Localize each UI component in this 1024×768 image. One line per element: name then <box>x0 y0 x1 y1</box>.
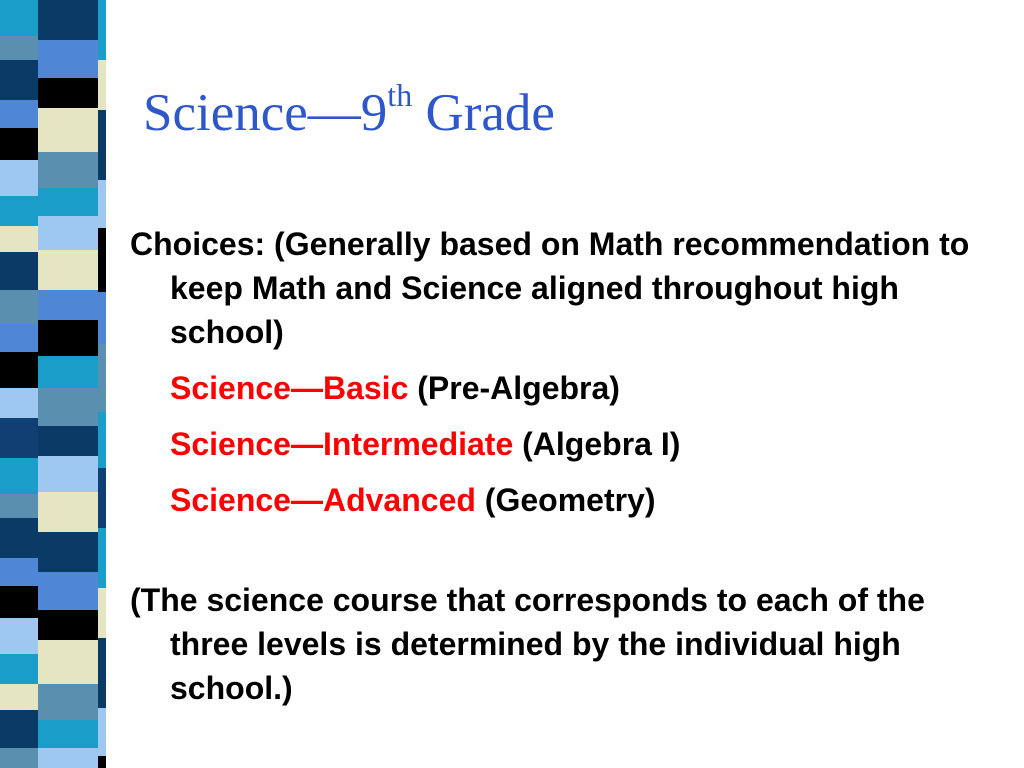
stripe-block <box>98 756 106 768</box>
stripe-block <box>38 748 98 768</box>
stripe-block <box>0 494 38 518</box>
stripe-block <box>38 108 98 152</box>
stripe-block <box>0 100 38 128</box>
option-basic <box>170 366 990 410</box>
stripe-block <box>98 60 106 110</box>
note-paragraph: (The science course that corresponds to each of the three levels is determined by the individual high school.) <box>130 582 925 706</box>
stripe-block <box>98 0 106 60</box>
stripe-block <box>0 558 38 586</box>
intro-paragraph: Choices: (Generally based on Math recommendation to keep Math and Science aligned throughout high school) <box>130 226 970 350</box>
stripe-block <box>0 324 38 352</box>
stripe-block <box>98 344 106 412</box>
stripe-block <box>98 588 106 638</box>
stripe-block <box>98 638 106 708</box>
slide-body <box>130 222 990 710</box>
stripe-block <box>0 128 38 160</box>
stripe-block <box>38 40 98 78</box>
stripe-block <box>0 0 38 36</box>
stripe-block <box>38 356 98 388</box>
stripe-block <box>38 684 98 720</box>
option-advanced <box>170 478 990 522</box>
stripe-block <box>0 710 38 748</box>
title-main: Science—9 <box>143 84 388 142</box>
stripe-block <box>98 412 106 468</box>
stripe-block <box>0 352 38 388</box>
stripe-block <box>38 78 98 108</box>
stripe-block <box>0 60 38 100</box>
stripe-block <box>38 388 98 426</box>
stripe-block <box>98 110 106 180</box>
stripe-block <box>98 180 106 228</box>
stripe-block <box>0 458 38 494</box>
stripe-block <box>0 518 38 558</box>
stripe-block <box>0 36 38 60</box>
option-course: Science—Intermediate <box>170 426 514 462</box>
option-course: Science—Advanced <box>170 482 476 518</box>
stripe-block <box>38 152 98 188</box>
stripe-block <box>38 640 98 684</box>
stripe-block <box>98 468 106 528</box>
stripe-block <box>38 426 98 456</box>
stripe-column-edge <box>98 0 106 768</box>
stripe-block <box>0 418 38 458</box>
stripe-block <box>98 708 106 756</box>
option-intermediate <box>170 422 990 466</box>
stripe-block <box>38 188 98 216</box>
stripe-block <box>38 572 98 610</box>
stripe-column-outer <box>0 0 38 768</box>
decorative-stripe-bar <box>0 0 118 768</box>
stripe-block <box>38 250 98 290</box>
stripe-block <box>0 586 38 618</box>
stripe-block <box>0 684 38 710</box>
stripe-block <box>0 252 38 290</box>
slide-title <box>143 77 555 142</box>
stripe-block <box>38 0 98 40</box>
stripe-block <box>38 456 98 492</box>
stripe-block <box>0 290 38 324</box>
stripe-block <box>38 610 98 640</box>
stripe-block <box>0 160 38 196</box>
stripe-block <box>0 748 38 768</box>
stripe-block <box>38 720 98 748</box>
option-requirement: (Geometry) <box>475 482 656 518</box>
stripe-block <box>38 532 98 572</box>
stripe-column-inner <box>38 0 98 768</box>
stripe-block <box>98 228 106 292</box>
stripe-block <box>98 528 106 588</box>
option-course: Science—Basic <box>170 370 409 406</box>
stripe-block <box>38 492 98 532</box>
title-superscript: th <box>387 77 413 113</box>
stripe-block <box>0 388 38 418</box>
stripe-block <box>0 618 38 654</box>
stripe-block <box>0 226 38 252</box>
stripe-block <box>38 216 98 250</box>
stripe-block <box>38 320 98 356</box>
stripe-block <box>0 196 38 226</box>
option-requirement: (Algebra I) <box>513 426 681 462</box>
stripe-block <box>98 292 106 344</box>
stripe-block <box>38 290 98 320</box>
option-requirement: (Pre-Algebra) <box>408 370 620 406</box>
title-suffix: Grade <box>412 84 555 142</box>
spacer <box>130 522 990 578</box>
stripe-block <box>0 654 38 684</box>
